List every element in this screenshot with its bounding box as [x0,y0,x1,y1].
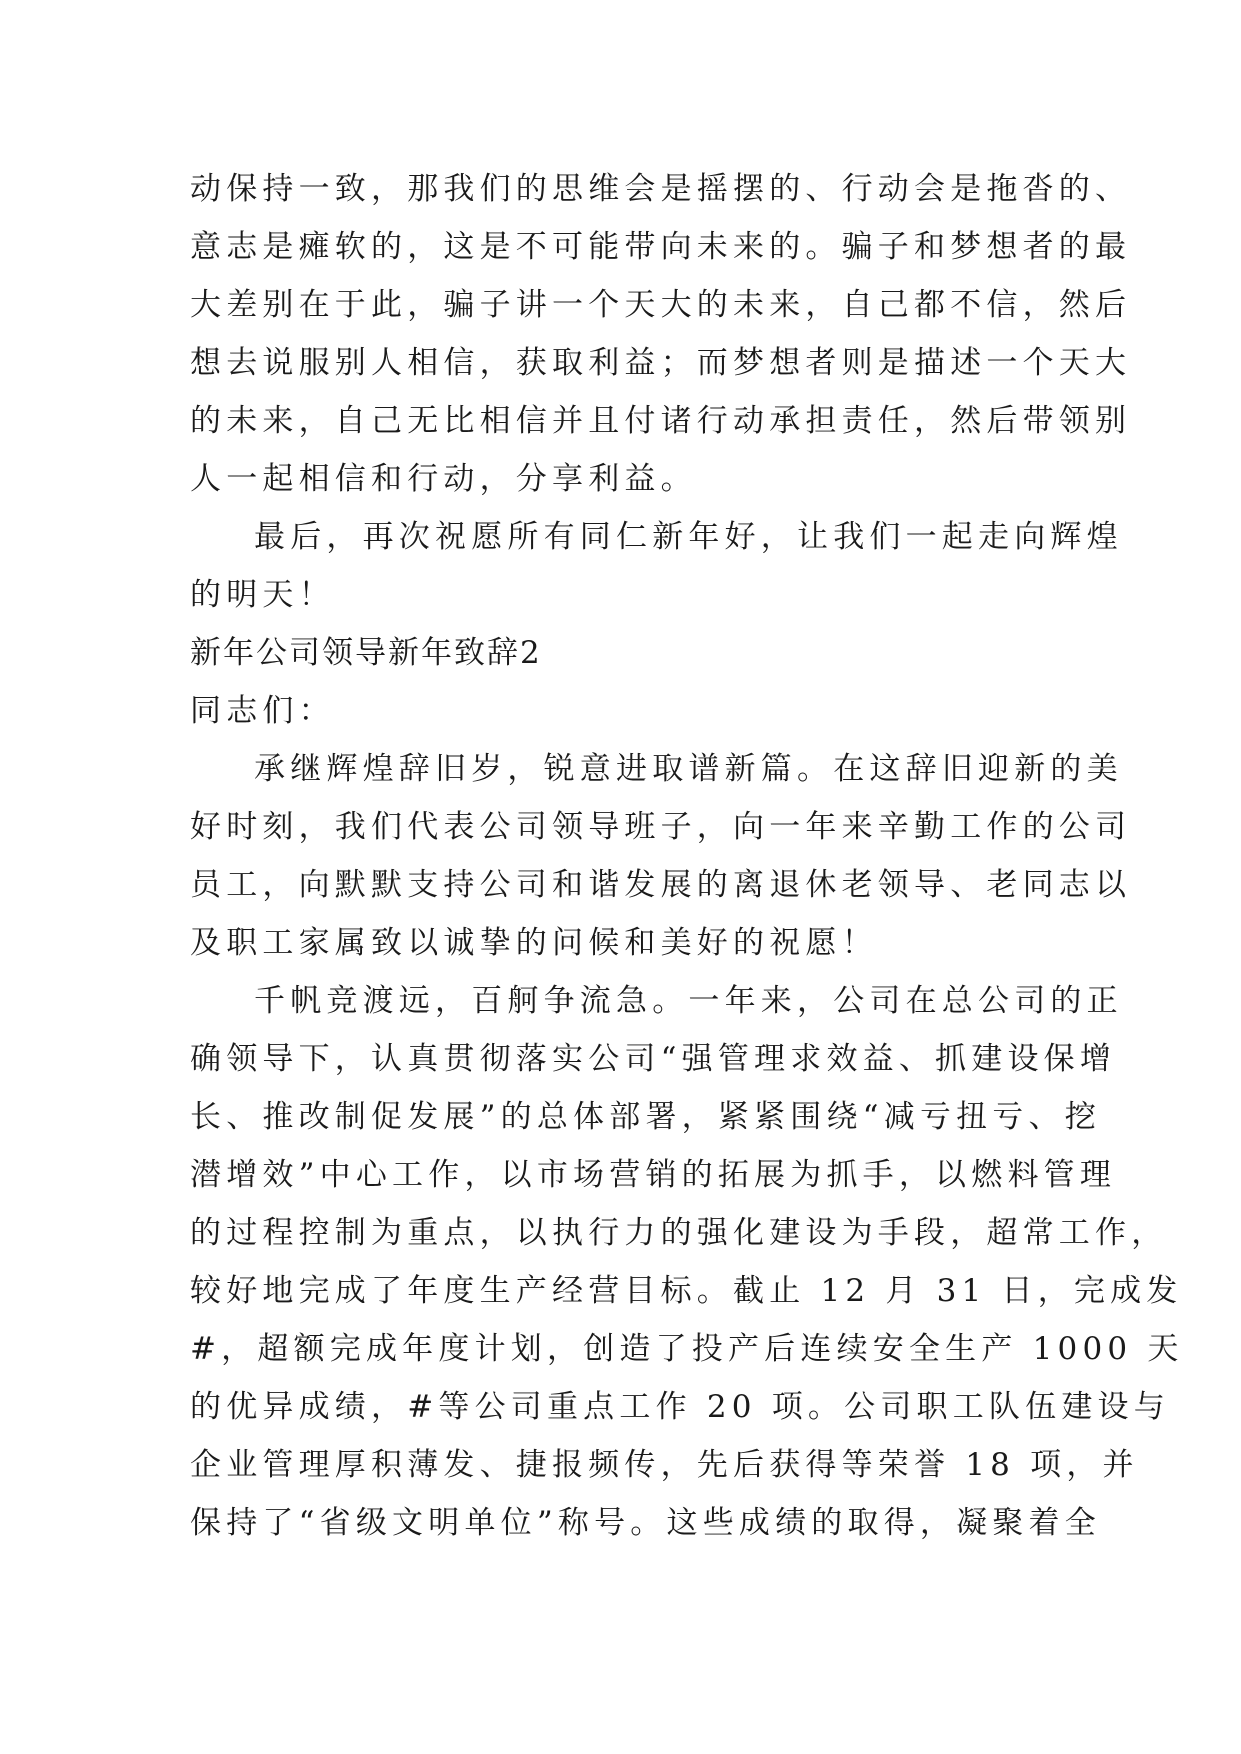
document-body [190,160,1184,1552]
text-line: 意志是瘫软的，这是不可能带向未来的。骗子和梦想者的最 [190,229,1132,265]
text-line: 保持了“省级文明单位”称号。这些成绩的取得，凝聚着全 [190,1505,1101,1541]
text-line: 企业管理厚积薄发、捷报频传，先后获得等荣誉 18 项，并 [190,1447,1139,1483]
text-line: 长、推改制促发展”的总体部署，紧紧围绕“减亏扭亏、挖 [190,1099,1101,1135]
text-line: 的优异成绩，#等公司重点工作 20 项。公司职工队伍建设与 [190,1389,1170,1425]
text-line: 的过程控制为重点，以执行力的强化建设为手段，超常工作， [190,1215,1168,1251]
text-line: 员工，向默默支持公司和谐发展的离退休老领导、老同志以 [190,867,1132,903]
text-line: 人一起相信和行动，分享利益。 [190,461,697,497]
text-line: 潜增效”中心工作，以市场营销的拓展为抓手，以燃料管理 [190,1157,1117,1193]
salutation: 同志们： [190,693,335,729]
text-line: 及职工家属致以诚挚的问候和美好的祝愿！ [190,925,878,961]
text-line: 大差别在于此，骗子讲一个天大的未来，自己都不信，然后 [190,287,1132,323]
paragraph-start-line: 千帆竞渡远，百舸争流急。一年来，公司在总公司的正 [254,983,1123,1019]
text-line: 的未来，自己无比相信并且付诸行动承担责任，然后带领别 [190,403,1132,439]
paragraph-start-line: 最后，再次祝愿所有同仁新年好，让我们一起走向辉煌 [254,519,1123,555]
text-line: 确领导下，认真贯彻落实公司“强管理求效益、抓建设保增 [190,1041,1117,1077]
section-title: 新年公司领导新年致辞2 [190,635,542,671]
text-line: #，超额完成年度计划，创造了投产后连续安全生产 1000 天 [190,1331,1184,1367]
text-line: 好时刻，我们代表公司领导班子，向一年来辛勤工作的公司 [190,809,1132,845]
text-line: 动保持一致，那我们的思维会是摇摆的、行动会是拖沓的、 [190,171,1132,207]
text-line: 想去说服别人相信，获取利益；而梦想者则是描述一个天大 [190,345,1132,381]
paragraph-start-line: 承继辉煌辞旧岁，锐意进取谱新篇。在这辞旧迎新的美 [254,751,1123,787]
text-line: 较好地完成了年度生产经营目标。截止 12 月 31 日，完成发 [190,1273,1183,1309]
text-line: 的明天！ [190,577,335,613]
